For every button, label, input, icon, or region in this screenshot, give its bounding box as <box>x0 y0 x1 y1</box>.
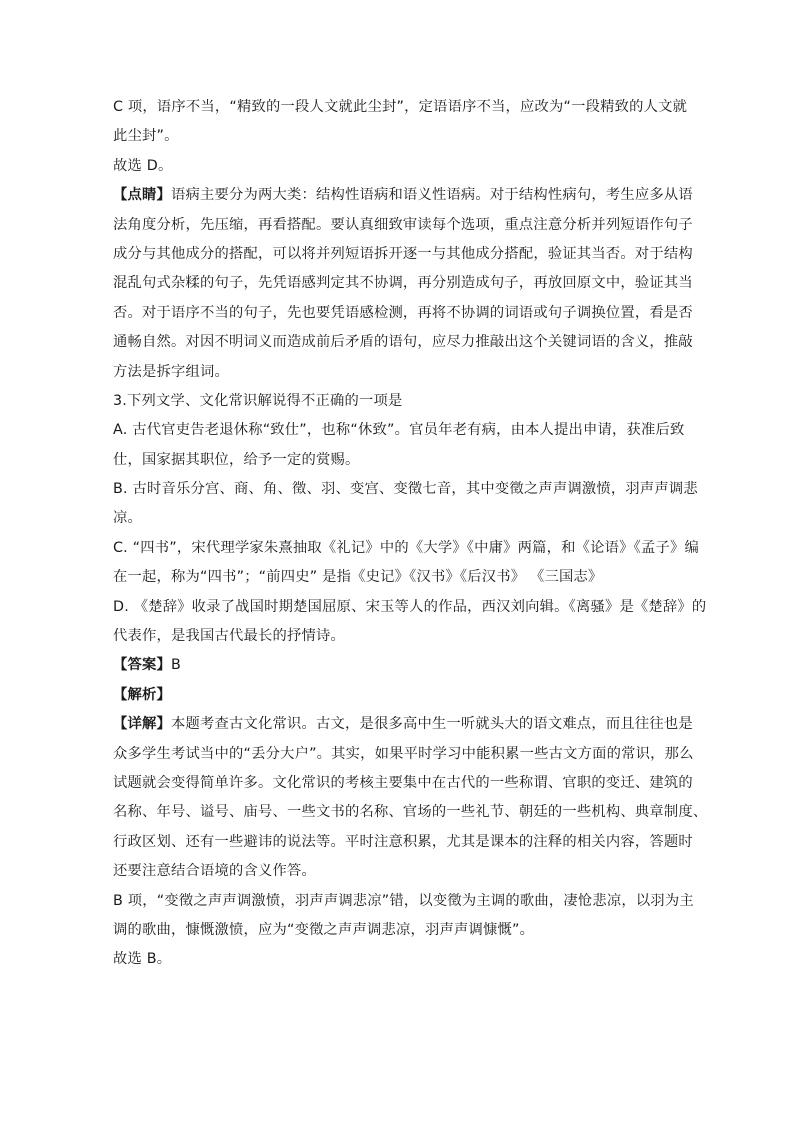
text-line: 行政区划、还有一些避讳的说法等。平时注意积累，尤其是课本的注释的相关内容，答题时 <box>113 833 693 850</box>
text-line: B 项，“变徵之声声调激愤，羽声声调悲凉”错，以变徵为主调的歌曲，凄怆悲凉，以羽为主 <box>113 892 694 909</box>
question-title: 3.下列文学、文化常识解说得不正确的一项是 <box>113 392 403 409</box>
option-b: B. 古时音乐分宫、商、角、徵、羽、变宫、变徵七音，其中变徵之声声调激愤，羽声声调悲 <box>113 481 698 498</box>
text-line: 在一起，称为“四书”；“前四史” 是指《史记》《汉书》《后汉书》 《三国志》 <box>113 569 603 586</box>
text-line: 否。对于语序不当的句子，先也要凭语感检测，再将不协调的词语或句子调换位置，看是否 <box>113 304 693 321</box>
text-line: 代表作，是我国古代最长的抒情诗。 <box>113 628 345 645</box>
section-tag-dianjing: 【点睛】 <box>113 187 171 204</box>
text-line: 众多学生考试当中的“丢分大户”。其实，如果平时学习中能积累一些古文方面的常识，那么 <box>113 745 694 762</box>
option-a: A. 古代官吏告老退休称“致仕”，也称“休致”。官员年老有病，由本人提出申请，获准后致 <box>113 422 685 439</box>
text-line: 仕，国家据其职位，给予一定的赏赐。 <box>113 451 360 468</box>
text-line: 凉。 <box>113 510 142 527</box>
section-tag-detail: 【详解】 <box>113 716 171 733</box>
text-line: 通畅自然。对因不明词义而造成前后矛盾的语句，应尽力推敲出这个关键词语的含义，推敲 <box>113 334 693 351</box>
text-line: 法角度分析，先压缩，再看搭配。要认真细致审读每个选项，重点注意分析并列短语作句子 <box>113 216 693 233</box>
text-line: C 项，语序不当，“精致的一段人文就此尘封”，定语语序不当，应改为“一段精致的人文就 <box>113 99 688 115</box>
text-span: 本题考查古文化常识。古文，是很多高中生一听就头大的语文难点，而且往往也是 <box>171 716 693 733</box>
answer-value: B <box>171 657 182 674</box>
text-line: 还要注意结合语境的含义作答。 <box>113 863 316 880</box>
option-c: C. “四书”，宋代理学家朱熹抽取《礼记》中的《大学》《中庸》两篇，和《论语》《孟子》编 <box>113 539 699 556</box>
document-page <box>113 93 708 975</box>
text-line <box>113 710 693 739</box>
analysis-line <box>113 681 683 710</box>
text-line: 成分与其他成分的搭配，可以将并列短语拆开逐一与其他成分搭配，验证其当否。对于结构 <box>113 245 693 262</box>
text-line: 故选 B。 <box>113 951 172 968</box>
answer-line <box>113 651 683 680</box>
section-tag-analysis: 【解析】 <box>113 686 171 703</box>
text-line: 故选 D。 <box>113 157 173 174</box>
text-line: 方法是拆字组词。 <box>113 363 229 380</box>
text-line: 试题就会变得简单许多。文化常识的考核主要集中在古代的一些称谓、官职的变迁、建筑的 <box>113 774 693 791</box>
text-line: 此尘封”。 <box>113 128 179 145</box>
section-tag-answer: 【答案】 <box>113 657 171 674</box>
option-d: D. 《楚辞》收录了战国时期楚国屈原、宋玉等人的作品，西汉刘向辑。《离骚》是《楚辞》的 <box>113 598 707 615</box>
text-line <box>113 181 693 210</box>
text-line: 混乱句式杂糅的句子，先凭语感判定其不协调，再分别造成句子，再放回原文中，验证其当 <box>113 275 693 292</box>
text-line: 调的歌曲，慷慨激愤，应为“变徵之声声调悲凉，羽声声调慷慨”。 <box>113 921 535 938</box>
text-line: 名称、年号、谥号、庙号、一些文书的名称、官场的一些礼节、朝廷的一些机构、典章制度、 <box>113 804 708 821</box>
text-span: 语病主要分为两大类：结构性语病和语义性语病。对于结构性病句，考生应多从语 <box>171 187 693 204</box>
